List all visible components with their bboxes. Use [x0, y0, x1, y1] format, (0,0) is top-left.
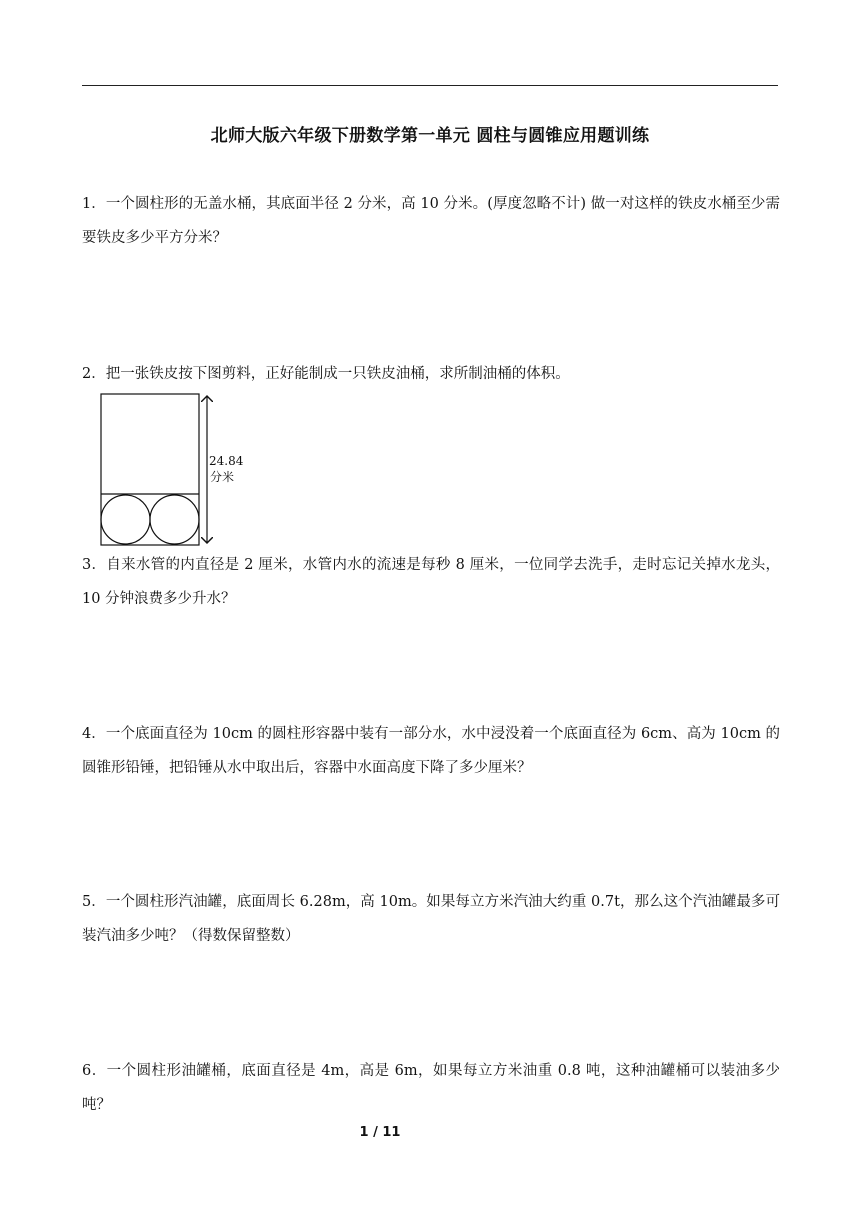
question-number: 2．	[82, 366, 106, 382]
document-title: 北师大版六年级下册数学第一单元 圆柱与圆锥应用题训练	[210, 126, 650, 146]
question-text: 把一张铁皮按下图剪料，正好能制成一只铁皮油桶，求所制油桶的体积。	[105, 366, 570, 382]
question-2	[82, 357, 780, 391]
sheet-cutting-diagram	[98, 390, 258, 550]
question-number: 5．	[82, 894, 106, 910]
question-4	[82, 717, 780, 785]
question-text: 一个底面直径为 10cm 的圆柱形容器中装有一部分水，水中浸没着一个底面直径为 6cm、高为 10cm 的圆锥形铅锤，把铅锤从水中取出后，容器中水面高度下降了多少厘米？	[82, 726, 781, 776]
dimension-value-label: 24.84	[209, 454, 244, 468]
question-text: 自来水管的内直径是 2 厘米，水管内水的流速是每秒 8 厘米，一位同学去洗手，走时忘记关掉水龙头，10 分钟浪费多少升水？	[82, 557, 780, 607]
base-circle-left	[101, 495, 150, 544]
dimension-unit-label: 分米	[210, 470, 235, 484]
base-circle-right	[150, 495, 199, 544]
question-number: 3．	[82, 557, 107, 573]
question-1	[82, 187, 780, 255]
page-indicator: 1 / 11	[359, 1125, 401, 1140]
question-3	[82, 548, 780, 616]
question-number: 6．	[82, 1063, 107, 1079]
question-text: 一个圆柱形油罐桶，底面直径是 4m，高是 6m，如果每立方米油重 0.8 吨，这种油罐桶可以装油多少吨？	[82, 1063, 780, 1113]
question-number: 4．	[82, 726, 106, 742]
header-rule	[82, 85, 778, 86]
question-number: 1．	[82, 196, 106, 212]
question-6	[82, 1054, 780, 1122]
question-5	[82, 885, 780, 953]
question-text: 一个圆柱形的无盖水桶，其底面半径 2 分米，高 10 分米。(厚度忽略不计) 做一对这样的铁皮水桶至少需要铁皮多少平方分米？	[82, 196, 780, 246]
question-text: 一个圆柱形汽油罐，底面周长 6.28m，高 10m。如果每立方米汽油大约重 0.7t，那么这个汽油罐最多可装汽油多少吨？（得数保留整数）	[82, 894, 780, 944]
